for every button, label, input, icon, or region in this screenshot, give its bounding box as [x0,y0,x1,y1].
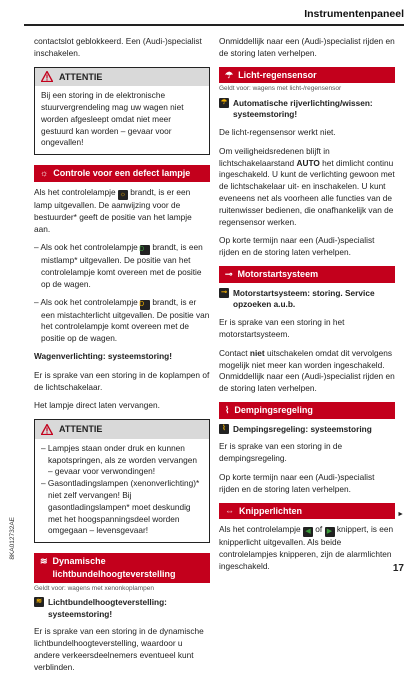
section-title: Dempingsregeling [234,404,313,415]
warning-title: ATTENTIE [59,424,103,435]
applicability-note: Geldt voor: wagens met xenonkoplampen [34,584,154,592]
warning-title: ATTENTIE [59,71,103,82]
page-number: 17 [392,562,404,574]
warning-list-item: – Gasontladingslampen (xenonverlichting)* niet zelf vervangen! Bij gasontladingslampen* moet deskundig met het hoogspanningsdeel worden omgegaan – levensgevaar! [41,478,200,536]
section-title: Licht-regensensor [238,69,317,80]
text-span: het dimlicht continu ingeschakeld. U kunt de verlichting gewoon met de lichtschakelaar uit- en inschakelen. U kunt eveneens net als voorheen alle functies van de ruitenwisser bedienen, die onafhankelijk van de regensensor werken. [219,157,395,227]
left-column [34,36,210,681]
right-turn-indicator-icon: ▶ [325,527,335,537]
subheading [34,597,210,621]
paragraph [34,187,210,235]
lamp-indicator-icon: ☼ [119,191,127,198]
damper-icon: ⌇ [225,404,230,415]
list-item [34,297,210,345]
section-title: Controle voor een defect lampje [53,168,191,179]
subheading [219,288,395,312]
key-indicator-icon: ⊸ [219,288,229,298]
paragraph: Er is sprake van een storing in de dempingsregeling. [219,441,343,464]
continue-arrow-icon: ► [397,511,404,518]
text-span: Contact [219,347,248,358]
header-rule [24,24,404,26]
warning-box-2 [34,419,210,543]
section-header-turn-signals [219,503,395,520]
rear-fog-lamp-icon: D [140,300,150,310]
text-span: – Als ook het controlelampje [34,242,138,253]
bold-term: niet [249,347,265,358]
paragraph: Op korte termijn naar een (Audi-)specialist rijden en de storing laten verhelpen. [219,472,375,494]
subheading [219,98,395,122]
subheading-text: Dempingsregeling: systeemstoring [233,423,372,434]
paragraph [219,146,395,228]
intro-text: Onmiddellijk naar een (Audi-)specialist rijden en de storing laten verhelpen. [219,36,395,58]
paragraph [219,524,395,572]
warning-triangle-icon [41,71,53,82]
text-span: brandt, is een mistlamp* uitgevallen. De positie van het controlelampje komt overeen met de positie op de wagen. [41,242,203,289]
section-header-lamp-control [34,165,210,182]
damper-indicator-icon: ⌇ [219,424,229,434]
warning-box-1 [34,67,210,156]
document-code: 8KA012732AE [9,517,16,560]
applicability-note: Geldt voor: wagens met licht-/regensensor [219,85,342,93]
warning-body [35,439,209,542]
text-span: knippert, is een knipperlicht uitgevallen. Als beide controlelampjes knipperen, zijn de alarmlichten ingeschakeld. [219,524,394,571]
fog-lamp-icon: D [140,245,150,255]
subheading-text: Motorstartsysteem: storing. Service opzoeken a.u.b. [233,287,375,310]
list-item [34,242,210,290]
warning-header [35,420,209,439]
turn-signal-icon: ⇔ [225,505,234,516]
paragraph: Op korte termijn naar een (Audi-)specialist rijden en de storing laten verhelpen. [219,235,375,258]
rain-sensor-icon: ☂ [225,69,234,80]
paragraph: Er is sprake van een storing in het motorstartsysteem. [219,317,345,340]
warning-text: Bij een storing in de elektronische stuurvergrendeling mag uw wagen niet worden afgesleept omdat niet meer gestuurd kan worden – gevaar voor ongevallen! [41,90,184,148]
text-span: Om veiligheidsredenen blijft in lichtschakelaarstand [219,145,330,168]
left-turn-indicator-icon: ◀ [303,527,313,537]
warning-list-item: – Lampjes staan onder druk en kunnen kapotspringen, als ze worden vervangen – gevaar voor verwondingen! [41,442,197,477]
subheading [219,424,395,436]
paragraph: Er is sprake van een storing in de dynamische lichtbundelhoogteverstelling, waardoor u andere verkeersdeelnemers eventueel kunt verblinden. [34,626,204,672]
key-icon: ⊸ [225,268,233,279]
bold-term: AUTO [296,157,320,168]
text-span: of [315,524,323,535]
section-header-headlight-range [34,553,210,583]
subheading-text: Automatische rijverlichting/wissen: systeemstoring! [233,97,373,120]
warning-list [41,443,203,537]
text-span: Als het controlelampje [34,187,116,197]
subheading: Wagenverlichting: systeemstoring! [34,351,173,362]
text-span: uitschakelen omdat dit vervolgens mogelijk niet meer kan worden ingeschakeld. Onmiddellijk naar een (Audi-)specialist rijden en de storing laten verhelpen. [219,347,395,394]
page-title: Instrumentenpaneel [304,8,404,20]
section-header-engine-start [219,266,395,283]
text-span: – Als ook het controlelampje [34,296,138,307]
page-header [0,0,416,26]
warning-triangle-icon [41,424,53,435]
paragraph: Er is sprake van een storing in de koplampen of de lichtschakelaar. [34,369,210,392]
right-column [219,36,395,580]
text-span: brandt, is er een lamp uitgevallen. De aanwijzing voor de bestuurder* geeft de positie van het lampje aan. [34,187,192,234]
text-span: Als het controlelampje [219,524,301,535]
section-title: Motorstartsysteem [237,268,319,279]
bulb-icon: ☼ [40,168,49,179]
text-span: brandt, is er een mistachterlicht uitgevallen. De positie van het controlelampje komt overeen met de positie op de wagen. [41,296,210,344]
warning-header [35,68,209,87]
section-header-rain-sensor [219,67,395,84]
headlight-range-icon: ≋ [40,556,48,567]
intro-text: contactslot geblokkeerd. Een (Audi-)specialist inschakelen. [34,36,202,58]
section-title: Dynamische lichtbundelhoogteverstelling [52,556,176,579]
paragraph: Het lampje direct laten vervangen. [34,400,160,411]
section-title: Knipperlichten [239,505,303,516]
subheading-text: Lichtbundelhoogteverstelling: systeemstoring! [48,596,167,619]
headlight-range-indicator-icon: ≋ [34,597,44,607]
paragraph [219,348,395,395]
section-header-damping [219,402,395,419]
paragraph: De licht-regensensor werkt niet. [219,127,336,138]
rain-sensor-indicator-icon: ☂ [220,98,228,106]
